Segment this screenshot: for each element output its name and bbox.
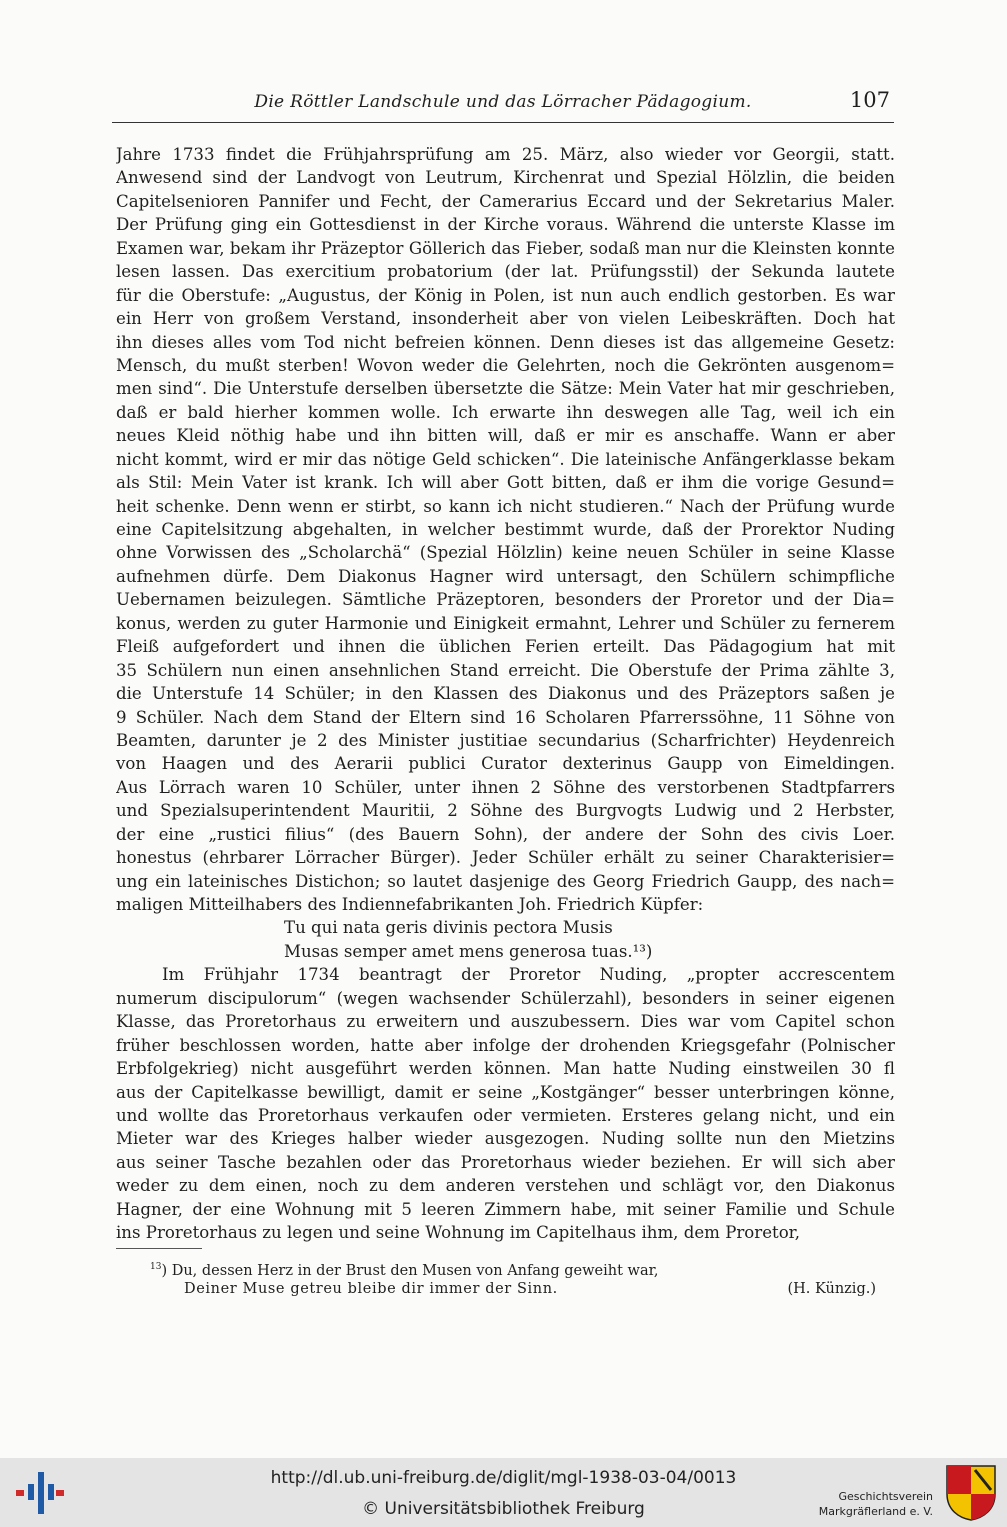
text-line: honestus (ehrbarer Lörracher Bürger). Jeder Schüler erhält zu seiner Charakterisier= <box>116 848 895 868</box>
text-line: Fleiß aufgefordert und ihnen die üblichen Ferien erteilt. Das Pädagogium hat mit <box>116 637 895 657</box>
paragraph-1 <box>116 143 895 916</box>
footnote-text-1: ) Du, dessen Herz in der Brust den Musen von Anfang geweiht war, <box>161 1262 659 1279</box>
text-line: daß er bald hierher kommen wolle. Ich erwarte ihn deswegen alle Tag, weil ich ein <box>116 402 895 422</box>
text-line: heit schenke. Denn wenn er stirbt, so kann ich nicht studieren.“ Nach der Prüfung wurde <box>116 496 895 516</box>
society-line-1: Geschichtsverein <box>838 1490 933 1503</box>
text-line: früher beschlossen worden, hatte aber infolge der drohenden Kriegsgefahr (Polnischer <box>116 1035 895 1055</box>
text-line: Im Frühjahr 1734 beantragt der Proretor Nuding, „propter accrescentem <box>162 965 895 985</box>
text-line: Hagner, der eine Wohnung mit 5 leeren Zimmern habe, mit seiner Familie und Schule <box>116 1199 895 1219</box>
text-line: ein Herr von großem Verstand, insonderheit aber von vielen Leibeskräften. Doch hat <box>116 309 895 329</box>
text-line: aufnehmen dürfe. Dem Diakonus Hagner wird untersagt, den Schülern schimpfliche <box>116 566 895 586</box>
running-head <box>112 88 894 123</box>
text-line: nicht kommt, wird er mir das nötige Geld schicken“. Die lateinische Anfängerklasse bekam <box>116 449 895 469</box>
text-line: Mensch, du mußt sterben! Wovon weder die Gelehrten, noch die Gekrönten ausgenom= <box>116 355 895 375</box>
text-line: Erbfolgekrieg) nicht ausgeführt werden können. Man hatte Nuding einstweilen 30 fl <box>116 1059 895 1079</box>
text-line: Uebernamen beizulegen. Sämtliche Präzeptoren, besonders der Proretor und der Dia= <box>116 590 895 610</box>
text-line: Beamten, darunter je 2 des Minister justitiae secundarius (Scharfrichter) Heydenreich <box>116 730 895 750</box>
text-line: Examen war, bekam ihr Präzeptor Göllerich das Fieber, sodaß man nur die Kleinsten konnte <box>116 238 895 258</box>
viewer-footer <box>0 1458 1007 1527</box>
text-line: die Unterstufe 14 Schüler; in den Klassen des Diakonus und des Präzeptors saßen je <box>116 684 895 704</box>
copyright: © Universitätsbibliothek Freiburg <box>362 1499 645 1519</box>
footnotes <box>150 1256 880 1300</box>
footnote-attribution: (H. Künzig.) <box>787 1281 876 1297</box>
society-name[interactable] <box>819 1489 933 1519</box>
distichon <box>116 916 895 963</box>
text-line: für die Oberstufe: „Augustus, der König in Polen, ist nun auch endlich gestorben. Es war <box>116 285 895 305</box>
society-line-2: Markgräflerland e. V. <box>818 1505 933 1518</box>
text-line: aus seiner Tasche bezahlen oder das Proretorhaus wieder beziehen. Er will sich aber <box>116 1152 895 1172</box>
text-line: 35 Schülern nun einen ansehnlichen Stand erreicht. Die Oberstufe der Prima zählte 3, <box>116 660 895 680</box>
text-line: von Haagen und des Aerarii publici Curator dexterinus Gaupp von Eimeldingen. <box>116 754 895 774</box>
text-line: weder zu dem einen, noch zu dem anderen verstehen und schlägt vor, den Diakonus <box>116 1176 895 1196</box>
text-line: Klasse, das Proretorhaus zu erweitern und auszubessern. Dies war vom Capitel schon <box>116 1012 895 1032</box>
text-line: aus der Capitelkasse bewilligt, damit er seine „Kostgänger“ besser unterbringen könne, <box>116 1082 895 1102</box>
running-title: Die Röttler Landschule und das Lörracher Pädagogium. <box>254 92 752 112</box>
text-line: Aus Lörrach waren 10 Schüler, unter ihnen 2 Söhne des verstorbenen Stadtpfarrers <box>116 777 895 797</box>
permalink[interactable]: http://dl.ub.uni-freiburg.de/diglit/mgl-1938-03-04/0013 <box>270 1468 737 1488</box>
body-text <box>116 143 895 1245</box>
page-number: 107 <box>849 88 890 112</box>
coat-of-arms-icon[interactable] <box>945 1464 997 1522</box>
text-line: numerum discipulorum“ (wegen wachsender Schülerzahl), besonders in seiner eigenen <box>116 988 895 1008</box>
verse-line: Musas semper amet mens generosa tuas.¹³) <box>284 941 653 961</box>
text-line: Jahre 1733 findet die Frühjahrsprüfung am 25. März, also wieder vor Georgii, statt. <box>116 145 895 164</box>
text-line: eine Capitelsitzung abgehalten, in welcher bestimmt wurde, daß der Prorektor Nuding <box>116 520 895 539</box>
text-line: lesen lassen. Das exercitium probatorium (der lat. Prüfungsstil) der Sekunda lautete <box>116 262 895 282</box>
text-line: 9 Schüler. Nach dem Stand der Eltern sind 16 Scholaren Pfarrerssöhne, 11 Söhne von <box>116 707 895 727</box>
text-line: ihn dieses alles vom Tod nicht befreien können. Denn dieses ist das allgemeine Gesetz: <box>116 332 895 352</box>
text-line: Capitelsenioren Pannifer und Fecht, der Camerarius Eccard und der Sekretarius Maler. <box>116 191 895 211</box>
footnote-line-2 <box>150 1278 880 1300</box>
text-line: ohne Vorwissen des „Scholarchä“ (Spezial Hölzlin) keine neuen Schüler in seine Klasse <box>116 543 895 563</box>
text-line: ins Proretorhaus zu legen und seine Wohnung im Capitelhaus ihm, dem Proretor, <box>116 1223 801 1243</box>
text-line: maligen Mitteilhabers des Indiennefabrikanten Joh. Friedrich Küpfer: <box>116 895 704 914</box>
paragraph-2 <box>116 963 895 1244</box>
text-line: und wollte das Proretorhaus verkaufen oder vermieten. Ersteres gelang nicht, und ein <box>116 1105 895 1125</box>
verse-line: Tu qui nata geris divinis pectora Musis <box>284 918 613 938</box>
footnote-text-2: Deiner Muse getreu bleibe dir immer der Sinn. <box>184 1281 558 1297</box>
text-line: konus, werden zu guter Harmonie und Einigkeit ermahnt, Lehrer und Schüler zu fernerem <box>116 613 895 633</box>
text-line: men sind“. Die Unterstufe derselben übersetzte die Sätze: Mein Vater hat mir geschrieben, <box>116 379 895 399</box>
text-line: als Stil: Mein Vater ist krank. Ich will aber Gott bitten, daß er ihm die vorige Gesund= <box>116 473 895 493</box>
text-line: Mieter war des Krieges halber wieder ausgezogen. Nuding sollte nun den Mietzins <box>116 1129 895 1149</box>
text-line: Anwesend sind der Landvogt von Leutrum, Kirchenrat und Spezial Hölzlin, die beiden <box>116 168 895 188</box>
text-line: Der Prüfung ging ein Gottesdienst in der Kirche voraus. Während die unterste Klasse im <box>116 215 895 235</box>
footnote-rule <box>116 1248 202 1249</box>
text-line: ung ein lateinisches Distichon; so lautet dasjenige des Georg Friedrich Gaupp, des nach= <box>116 871 895 891</box>
text-line: und Spezialsuperintendent Mauritii, 2 Söhne des Burgvogts Ludwig und 2 Herbster, <box>116 801 895 821</box>
text-line: neues Kleid nöthig habe und ihn bitten will, daß er mir es anschaffe. Wann er aber <box>116 426 895 446</box>
footnote-marker: 13 <box>150 1262 162 1272</box>
footnote-line-1 <box>150 1256 880 1278</box>
text-line: der eine „rustici filius“ (des Bauern Sohn), der andere der Sohn des civis Loer. <box>116 824 895 844</box>
